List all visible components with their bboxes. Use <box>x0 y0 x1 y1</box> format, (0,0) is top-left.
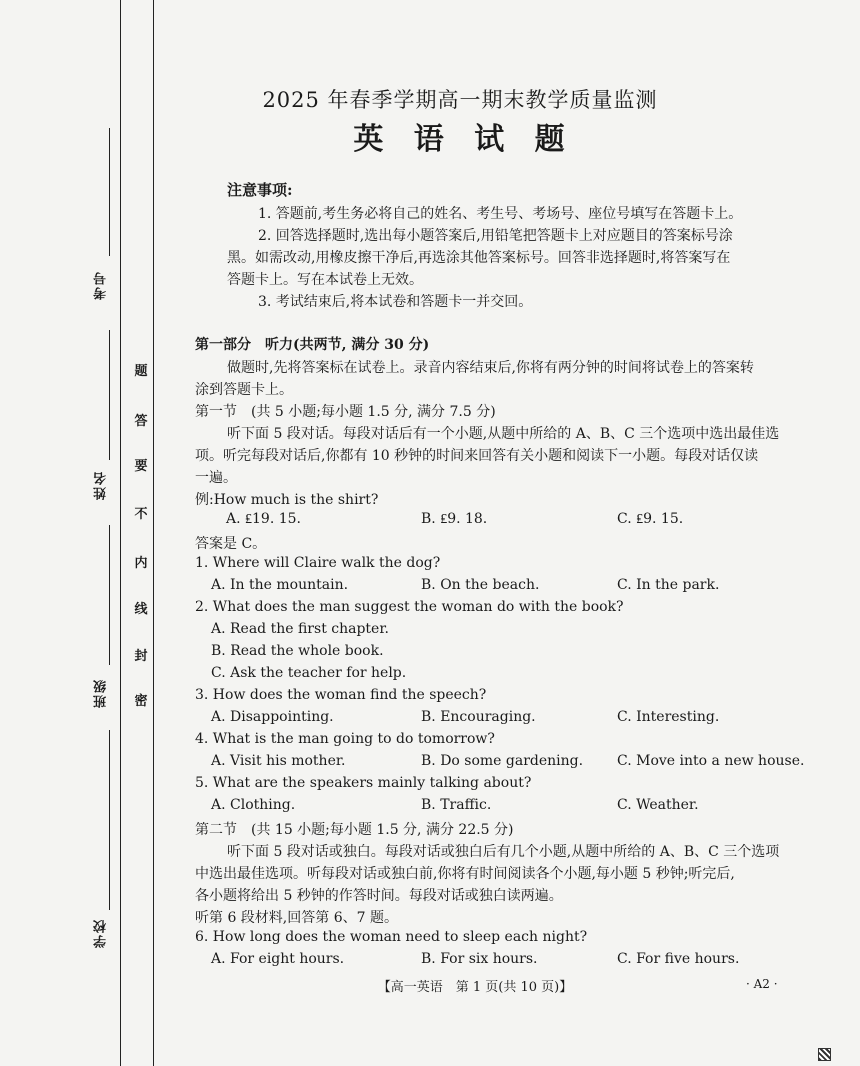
question-stem: 6. How long does the woman need to sleep each night? <box>195 929 588 945</box>
subject-title: 英 语 试 题 <box>353 122 575 157</box>
notes-item: 3. 考试结束后,将本试卷和答题卡一并交回。 <box>258 294 533 310</box>
example-question: 例:How much is the shirt? <box>195 492 379 508</box>
option-c: C. Move into a new house. <box>617 753 805 769</box>
notes-item: 黑。如需改动,用橡皮擦干净后,再选涂其他答案标号。回答非选择题时,将答案写在 <box>227 250 731 266</box>
option-b: B. Encouraging. <box>421 709 536 725</box>
part1-intro: 做题时,先将答案标在试卷上。录音内容结束后,你将有两分钟的时间将试卷上的答案转 <box>227 360 754 376</box>
xuexiao-label: 学校 <box>94 918 109 948</box>
option-a: A. In the mountain. <box>211 577 349 593</box>
seal-char: 不 <box>134 507 148 522</box>
notes-item: 2. 回答选择题时,选出每小题答案后,用铅笔把答题卡上对应题目的答案标号涂 <box>258 228 733 244</box>
option-a: A. Clothing. <box>211 797 296 813</box>
part1-heading: 第一部分 听力(共两节, 满分 30 分) <box>195 337 430 353</box>
seal-char: 线 <box>134 602 148 617</box>
section1-instructions: 一遍。 <box>195 470 237 486</box>
example-option-b: B. ₤9. 18. <box>421 511 488 527</box>
material-heading: 听第 6 段材料,回答第 6、7 题。 <box>195 910 398 926</box>
kaohao-label: 考号 <box>94 270 109 300</box>
option-b: B. For six hours. <box>421 951 538 967</box>
exam-title: 2025 年春季学期高一期末教学质量监测 <box>262 88 658 112</box>
option-b: B. On the beach. <box>421 577 540 593</box>
seal-char: 题 <box>134 364 148 379</box>
question-stem: 3. How does the woman find the speech? <box>195 687 487 703</box>
option-a: A. Visit his mother. <box>211 753 346 769</box>
option-b: B. Traffic. <box>421 797 492 813</box>
seal-char: 密 <box>134 694 148 709</box>
section2-instructions: 各小题将给出 5 秒钟的作答时间。每段对话或独白读两遍。 <box>195 888 563 904</box>
question-stem: 1. Where will Claire walk the dog? <box>195 555 441 571</box>
section1-instructions: 项。听完每段对话后,你都有 10 秒钟的时间来回答有关小题和阅读下一小题。每段对话仅读 <box>195 448 759 464</box>
section2-heading: 第二节 (共 15 小题;每小题 1.5 分, 满分 22.5 分) <box>195 822 514 838</box>
section2-instructions: 中选出最佳选项。听每段对话或独白前,你将有时间阅读各个小题,每小题 5 秒钟;听完后, <box>195 866 735 882</box>
margin-line-outer <box>120 0 121 1066</box>
section1-heading: 第一节 (共 5 小题;每小题 1.5 分, 满分 7.5 分) <box>195 404 496 420</box>
option-c: C. For five hours. <box>617 951 740 967</box>
notes-heading: 注意事项: <box>227 181 293 199</box>
question-stem: 4. What is the man going to do tomorrow? <box>195 731 495 747</box>
notes-item: 1. 答题前,考生务必将自己的姓名、考生号、考场号、座位号填写在答题卡上。 <box>258 206 743 222</box>
banji-label: 班级 <box>94 678 109 708</box>
xuexiao-blank-line <box>109 730 110 910</box>
seal-char: 内 <box>134 556 148 571</box>
option-c: C. Weather. <box>617 797 699 813</box>
option-c: C. Interesting. <box>617 709 720 725</box>
example-option-c: C. ₤9. 15. <box>617 511 684 527</box>
section1-instructions: 听下面 5 段对话。每段对话后有一个小题,从题中所给的 A、B、C 三个选项中选出最佳选 <box>227 426 780 442</box>
paper-code: · A2 · <box>746 977 778 991</box>
option-a: A. Read the first chapter. <box>211 621 389 637</box>
question-stem: 5. What are the speakers mainly talking about? <box>195 775 532 791</box>
example-option-a: A. ₤19. 15. <box>226 511 301 527</box>
example-answer: 答案是 C。 <box>195 536 267 552</box>
section2-instructions: 听下面 5 段对话或独白。每段对话或独白后有几个小题,从题中所给的 A、B、C 三个选项 <box>227 844 780 860</box>
seal-char: 封 <box>134 649 148 664</box>
seal-char: 答 <box>134 414 148 429</box>
part1-intro: 涂到答题卡上。 <box>195 382 293 398</box>
seal-char: 要 <box>134 459 148 474</box>
option-c: C. Ask the teacher for help. <box>211 665 407 681</box>
option-b: B. Do some gardening. <box>421 753 584 769</box>
question-stem: 2. What does the man suggest the woman do with the book? <box>195 599 624 615</box>
option-c: C. In the park. <box>617 577 720 593</box>
margin-line-inner <box>153 0 154 1066</box>
xingming-label: 姓名 <box>94 470 109 500</box>
page-footer: 【高一英语 第 1 页(共 10 页)】 <box>377 980 573 995</box>
banji-blank-line <box>109 525 110 665</box>
xingming-blank-line <box>109 330 110 460</box>
option-a: A. For eight hours. <box>211 951 345 967</box>
option-a: A. Disappointing. <box>211 709 334 725</box>
notes-item: 答题卡上。写在本试卷上无效。 <box>227 272 423 288</box>
option-b: B. Read the whole book. <box>211 643 384 659</box>
qr-code-icon <box>818 1048 831 1061</box>
